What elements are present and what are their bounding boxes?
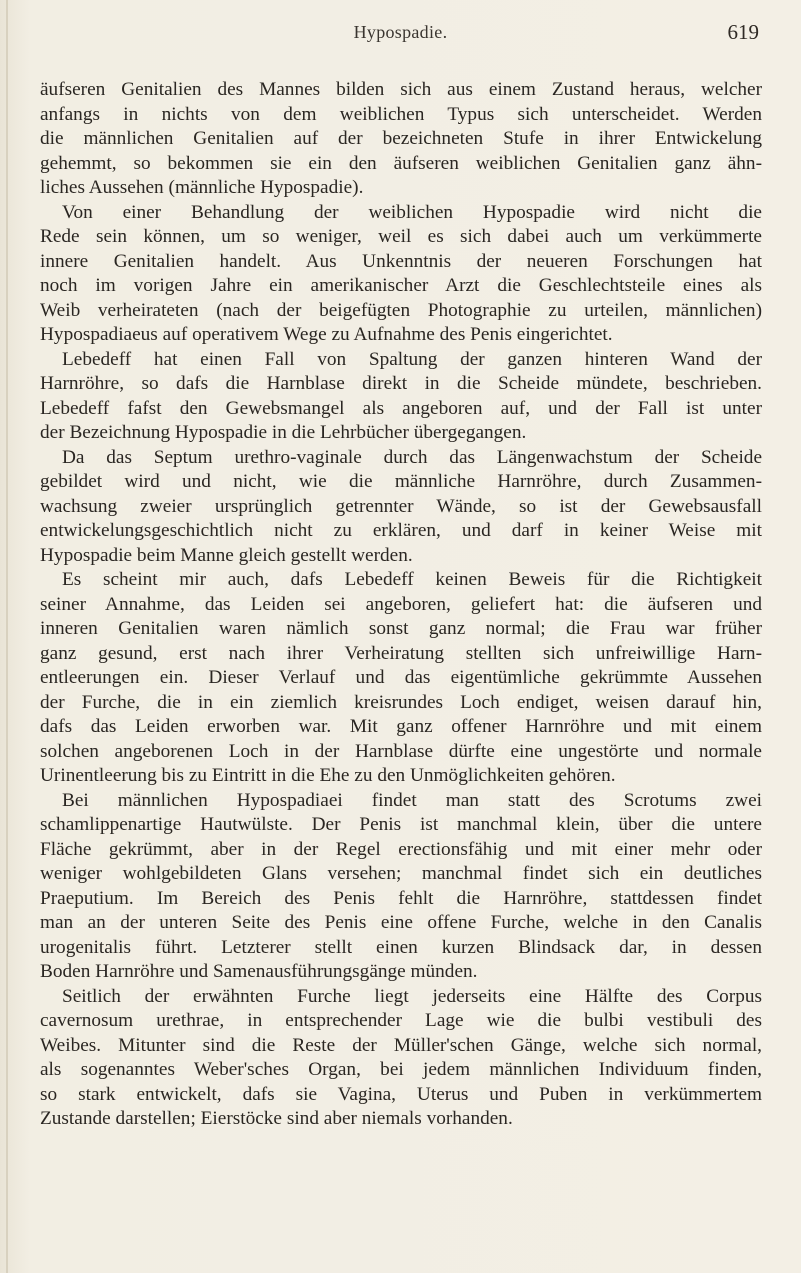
text-line: Boden Harnröhre und Samenausführungsgänge münden. xyxy=(40,961,478,982)
text-line: inneren Genitalien waren nämlich sonst ganz normal; die Frau war früher xyxy=(40,618,762,639)
text-line: Lebedeff hat einen Fall von Spaltung der ganzen hinteren Wand der xyxy=(62,348,762,370)
text-line: dafs das Leiden erworben war. Mit ganz offener Harnröhre und mit einem xyxy=(40,716,762,737)
text-line: Rede sein können, um so weniger, weil es sich dabei auch um verkümmerte xyxy=(40,226,762,247)
text-line: als sogenanntes Weber'sches Organ, bei jedem männlichen Individuum finden, xyxy=(40,1059,762,1080)
text-line: entleerungen ein. Dieser Verlauf und das eigentümliche gekrümmte Aussehen xyxy=(40,667,762,688)
text-line: urogenitalis führt. Letzterer stellt einen kurzen Blindsack dar, in dessen xyxy=(40,936,762,958)
page-header xyxy=(40,22,761,52)
text-line: Praeputium. Im Bereich des Penis fehlt die Harnröhre, stattdessen findet xyxy=(40,887,762,909)
text-line: ganz gesund, erst nach ihrer Verheiratung stellten sich unfreiwillige Harn- xyxy=(40,642,762,664)
text-line: liches Aussehen (männliche Hypospadie). xyxy=(40,177,364,198)
text-line: Harnröhre, so dafs die Harnblase direkt in die Scheide mündete, beschrieben. xyxy=(40,373,762,394)
text-line: solchen angeborenen Loch in der Harnblase dürfte eine ungestörte und normale xyxy=(40,740,762,762)
text-line: gebildet wird und nicht, wie die männliche Harnröhre, durch Zusammen- xyxy=(40,471,762,492)
text-line: Fläche gekrümmt, aber in der Regel erectionsfähig und mit einer mehr oder xyxy=(40,838,762,860)
text-line: Urinentleerung bis zu Eintritt in die Ehe zu den Unmöglichkeiten gehören. xyxy=(40,765,616,786)
running-title: Hypospadie. xyxy=(353,22,448,42)
text-line: schamlippenartige Hautwülste. Der Penis ist manchmal klein, über die untere xyxy=(40,814,762,835)
text-line: Hypospadiaeus auf operativem Wege zu Aufnahme des Penis eingerichtet. xyxy=(40,324,613,345)
text-line: weniger wohlgebildeten Glans versehen; manchmal findet sich ein deutliches xyxy=(40,863,762,884)
text-line: Lebedeff fafst den Gewebsmangel als angeboren auf, und der Fall ist unter xyxy=(40,397,762,419)
text-line: Es scheint mir auch, dafs Lebedeff keinen Beweis für die Richtigkeit xyxy=(62,569,762,590)
body-text xyxy=(40,78,762,1132)
text-line: Bei männlichen Hypospadiaei findet man statt des Scrotums zwei xyxy=(62,789,762,811)
text-line: Seitlich der erwähnten Furche liegt jederseits eine Hälfte des Corpus xyxy=(62,985,762,1007)
text-line: die männlichen Genitalien auf der bezeichneten Stufe in ihrer Entwickelung xyxy=(40,128,762,149)
text-line: man an der unteren Seite des Penis eine offene Furche, welche in den Canalis xyxy=(40,912,762,933)
text-line: cavernosum urethrae, in entsprechender Lage wie die bulbi vestibuli des xyxy=(40,1010,762,1031)
text-line: äufseren Genitalien des Mannes bilden sich aus einem Zustand heraus, welcher xyxy=(40,79,762,100)
text-line: Zustande darstellen; Eierstöcke sind aber niemals vorhanden. xyxy=(40,1108,513,1129)
text-line: Weibes. Mitunter sind die Reste der Müller'schen Gänge, welche sich normal, xyxy=(40,1034,762,1056)
text-line: gehemmt, so bekommen sie ein den äufseren weiblichen Genitalien ganz ähn- xyxy=(40,152,762,174)
page-number: 619 xyxy=(727,20,759,44)
text-line: so stark entwickelt, dafs sie Vagina, Uterus und Puben in verkümmertem xyxy=(40,1083,762,1105)
text-line: Von einer Behandlung der weiblichen Hypospadie wird nicht die xyxy=(62,201,762,223)
text-line: seiner Annahme, das Leiden sei angeboren, geliefert hat: die äufseren und xyxy=(40,593,762,615)
text-line: Da das Septum urethro-vaginale durch das Längenwachstum der Scheide xyxy=(62,446,762,468)
text-line: Hypospadie beim Manne gleich gestellt werden. xyxy=(40,544,413,566)
page-gutter-shadow xyxy=(6,0,8,1273)
text-line: anfangs in nichts von dem weiblichen Typus sich unterscheidet. Werden xyxy=(40,103,762,125)
text-line: Weib verheirateten (nach der beigefügten Photographie zu urteilen, männlichen) xyxy=(40,299,762,321)
text-line: noch im vorigen Jahre ein amerikanischer Arzt die Geschlechtsteile eines als xyxy=(40,275,762,296)
text-line: entwickelungsgeschichtlich nicht zu erklären, und darf in keiner Weise mit xyxy=(40,520,762,541)
text-line: innere Genitalien handelt. Aus Unkenntnis der neueren Forschungen hat xyxy=(40,250,762,272)
text-line: wachsung zweier ursprünglich getrennter Wände, so ist der Gewebsausfall xyxy=(40,495,762,517)
text-line: der Furche, die in ein ziemlich kreisrundes Loch endiget, weisen darauf hin, xyxy=(40,691,762,713)
text-line: der Bezeichnung Hypospadie in die Lehrbücher übergegangen. xyxy=(40,422,527,443)
